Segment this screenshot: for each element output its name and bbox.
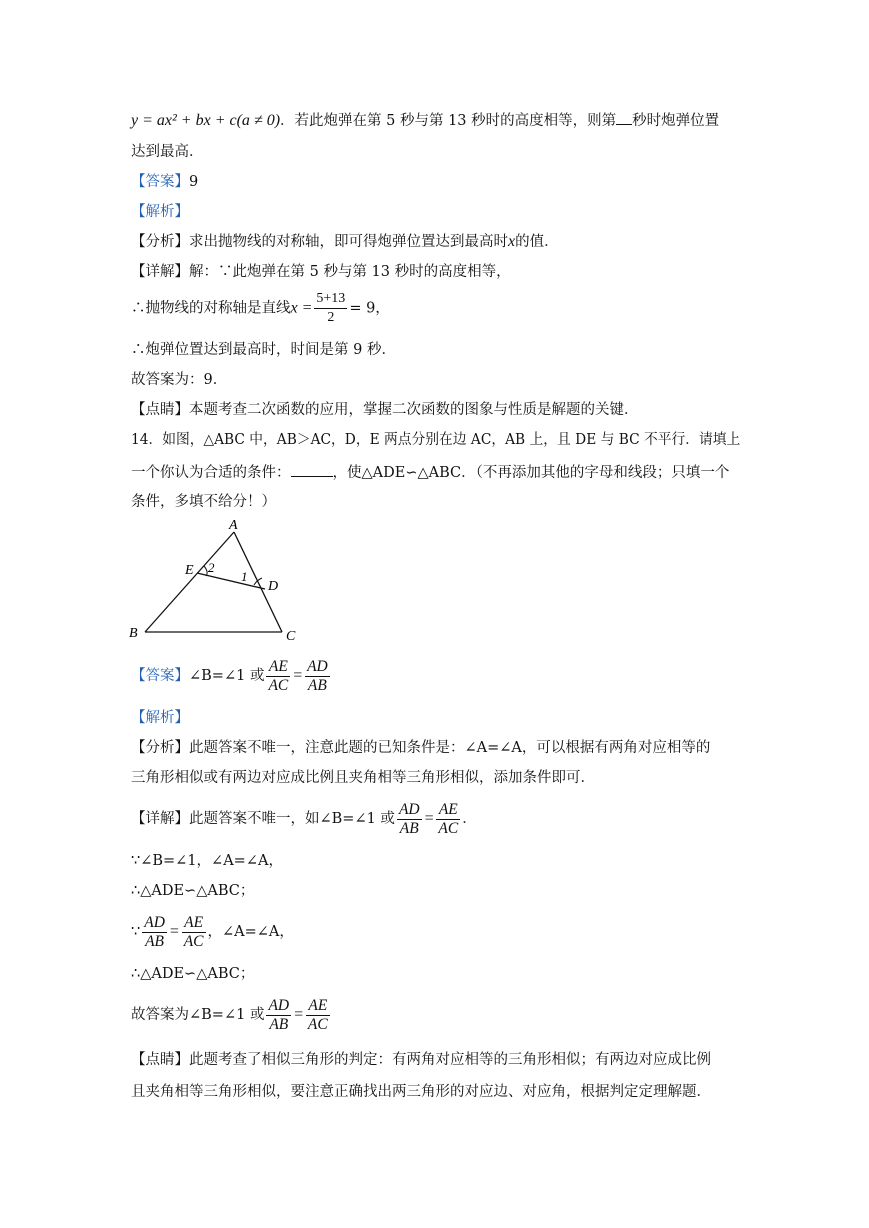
line-formula: y = ax² + bx + c(a ≠ 0)．若此炮弹在第 5 秒与第 13 秒时的高度相等，则第 秒时炮弹位置 [131, 112, 720, 129]
question-14-line2: 一个你认为合适的条件： ，使△ADE∽△ABC．（不再添加其他的字母和线段；只填一个 [131, 462, 729, 483]
analysis-1: 【分析】求出抛物线的对称轴，即可得炮弹位置达到最高时x的值． [131, 233, 559, 250]
triangle-figure [128, 515, 328, 645]
question-14-line1: 14．如图，△ABC 中，AB＞AC，D，E 两点分别在边 AC，AB 上，且 DE 与 BC 不平行．请填上 [131, 432, 741, 448]
label-E: E [185, 563, 194, 578]
step-2: ∴△ADE∽△ABC； [131, 883, 255, 899]
formula: y = ax² + bx + c(a ≠ 0) [131, 112, 281, 129]
analysis-heading-2: 【解析】 [131, 710, 189, 726]
question-14-line3: 条件，多填不给分！） [131, 494, 276, 510]
fraction-ad-ab-2: $\frac{AD}{AB}$ [398, 800, 420, 837]
conclusion-2: 故答案为∠B=∠1 或 $\frac{AD}{AB}$ = $\frac{AE}{AC}$ [131, 996, 328, 1033]
analysis-2-line2: 三角形相似或有两边对应成比例且夹角相等三角形相似，添加条件即可． [131, 770, 595, 786]
fraction-ad-ab-4: $\frac{AD}{AB}$ [268, 996, 290, 1033]
label-angle-1: 1 [241, 569, 248, 584]
detail-1: 【详解】解：∵此炮弹在第 5 秒与第 13 秒时的高度相等， [131, 264, 511, 280]
label-D: D [268, 579, 279, 594]
comment-2-line1: 【点睛】此题考查了相似三角形的判定：有两角对应相等的三角形相似；有两边对应成比例 [131, 1052, 711, 1068]
fraction-ae-ac-2: $\frac{AE}{AC}$ [438, 800, 459, 837]
analysis-heading-1: 【解析】 [131, 204, 189, 220]
answer-blank [616, 110, 632, 125]
comment-2-line2: 且夹角相等三角形相似，要注意正确找出两三角形的对应边、对应角，根据判定定理解题． [131, 1084, 711, 1100]
answer-blank-2 [291, 462, 333, 477]
step-4: ∴△ADE∽△ABC； [131, 966, 255, 982]
detail-2: 【详解】此题答案不唯一，如∠B=∠1 或 $\frac{AD}{AB}$ = $\frac{AE}{AC}$ ． [131, 800, 477, 837]
fraction-ad-ab: $\frac{AD}{AB}$ [307, 657, 328, 694]
axis-line: ∴抛物线的对称轴是直线x = $\frac{5+13}{2}$ = 9， [131, 291, 390, 325]
high-line: ∴炮弹位置达到最高时，时间是第 9 秒． [131, 342, 396, 358]
fraction-ae-ac: $\frac{AE}{AC}$ [268, 657, 289, 694]
step-1: ∵∠B=∠1，∠A=∠A， [131, 853, 283, 869]
fraction-ae-ac-4: $\frac{AE}{AC}$ [307, 996, 328, 1033]
analysis-2-line1: 【分析】此题答案不唯一，注意此题的已知条件是：∠A=∠A，可以根据有两角对应相等的 [131, 740, 711, 756]
label-angle-2: 2 [208, 560, 215, 575]
fraction-ae-ac-3: $\frac{AE}{AC}$ [183, 913, 204, 950]
comment-1: 【点睛】本题考查二次函数的应用，掌握二次函数的图象与性质是解题的关键． [131, 402, 639, 418]
step-3: ∵ $\frac{AD}{AB}$ = $\frac{AE}{AC}$ ，∠A=∠A， [131, 913, 294, 950]
answer-2: 【答案】∠B=∠1 或 $\frac{AE}{AC}$ = $\frac{AD}{AB}$ [131, 657, 328, 694]
label-C: C [286, 629, 296, 644]
fraction-ad-ab-3: $\frac{AD}{AB}$ [144, 913, 165, 950]
label-B: B [129, 626, 138, 641]
label-A: A [229, 518, 238, 533]
answer-1: 【答案】9 [131, 174, 199, 190]
conclusion-1: 故答案为：9． [131, 372, 228, 388]
line-text: 达到最高． [131, 144, 204, 160]
fraction-axis: $\frac{5+13}{2}$ [316, 291, 346, 325]
